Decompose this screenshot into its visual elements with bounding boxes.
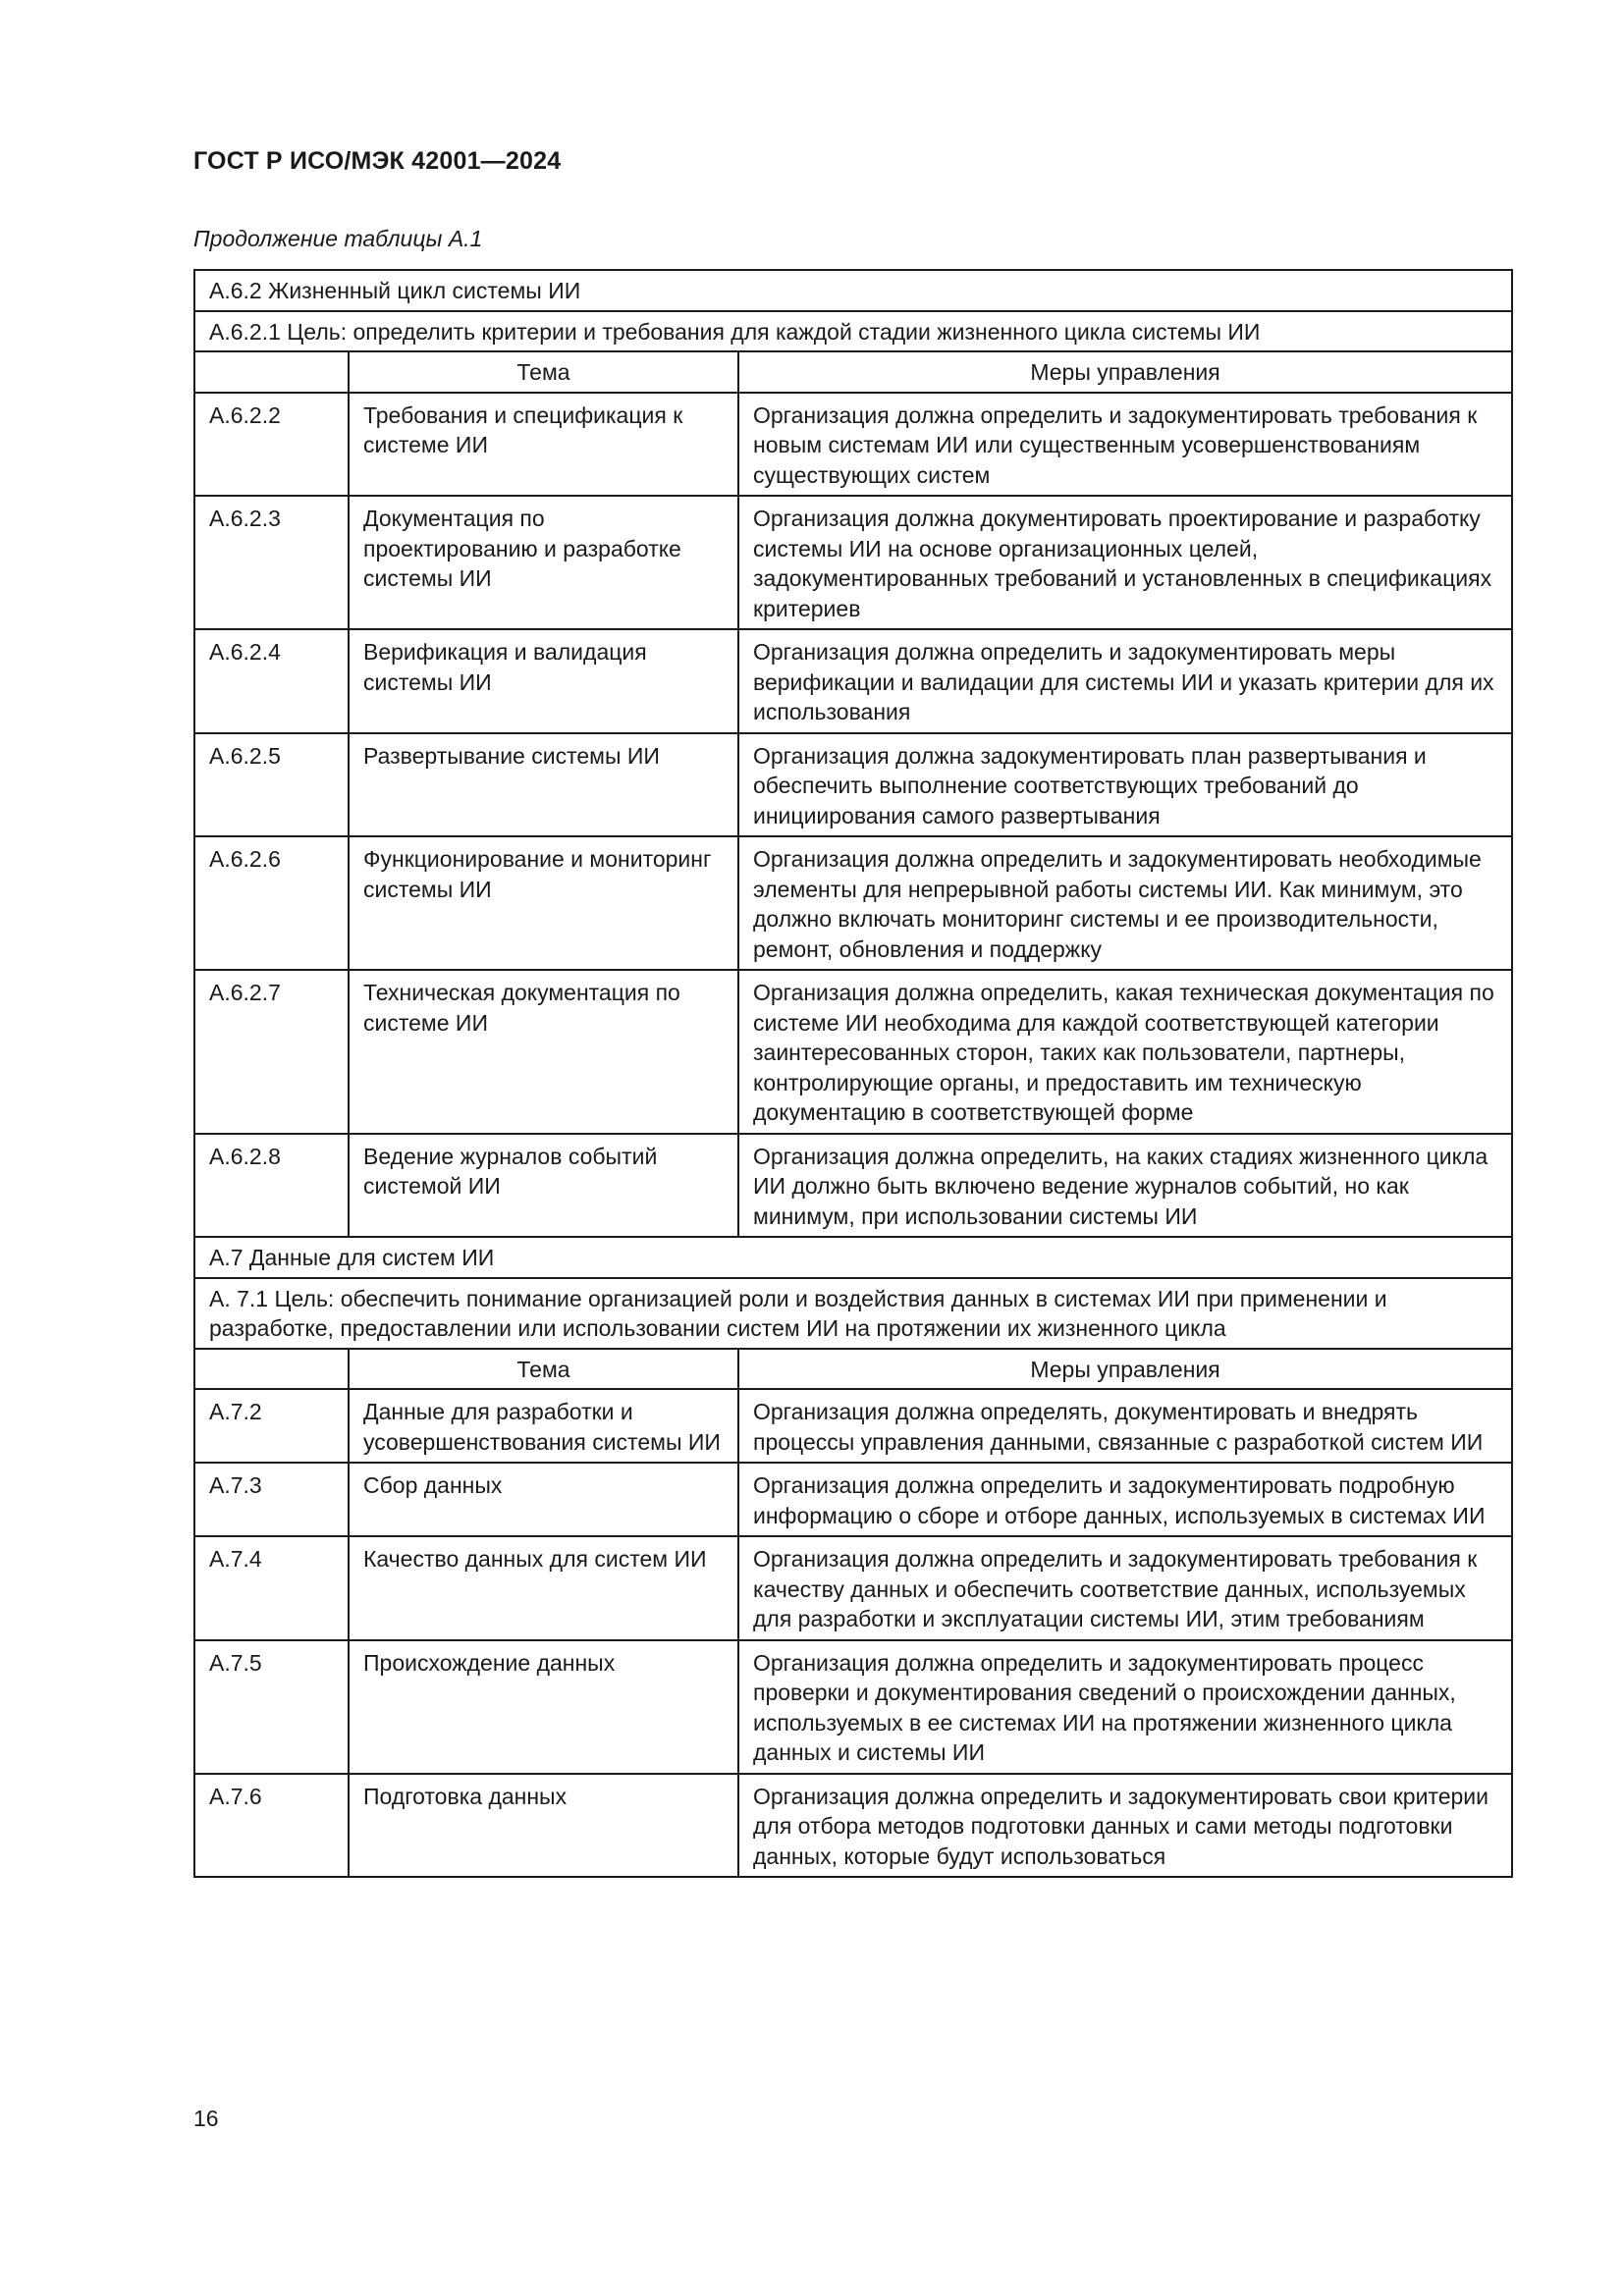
column-header-row xyxy=(194,1349,1512,1390)
table-row xyxy=(194,629,1512,733)
control-topic: Документация по проектированию и разработке системы ИИ xyxy=(349,496,738,629)
control-id: А.7.2 xyxy=(194,1389,349,1463)
control-measure: Организация должна определить и задокументировать необходимые элементы для непрерывной работы системы ИИ. Как минимум, это должно включать мониторинг системы и ее производительности, ремонт, обновления и поддержку xyxy=(738,836,1512,970)
table-row xyxy=(194,393,1512,497)
control-topic: Происхождение данных xyxy=(349,1640,738,1774)
goal-text: А. 7.1 Цель: обеспечить понимание организацией роли и воздействия данных в системах ИИ при применении и разработке, предоставлении или использовании систем ИИ на протяжении их жизненного цикла xyxy=(194,1278,1512,1349)
control-id: А.6.2.5 xyxy=(194,733,349,837)
control-id: А.6.2.7 xyxy=(194,970,349,1134)
control-topic: Ведение журналов событий системой ИИ xyxy=(349,1134,738,1238)
goal-row xyxy=(194,1278,1512,1349)
table-row xyxy=(194,836,1512,970)
control-topic: Сбор данных xyxy=(349,1463,738,1536)
section-title: А.7 Данные для систем ИИ xyxy=(194,1237,1512,1278)
control-id: А.7.4 xyxy=(194,1536,349,1640)
table-row xyxy=(194,1774,1512,1878)
table-row xyxy=(194,733,1512,837)
control-measure: Организация должна определить и задокументировать свои критерии для отбора методов подготовки данных и сами методы подготовки данных, которые будут использоваться xyxy=(738,1774,1512,1878)
control-topic: Функционирование и мониторинг системы ИИ xyxy=(349,836,738,970)
section-row xyxy=(194,1237,1512,1278)
control-id: А.6.2.2 xyxy=(194,393,349,497)
column-header-measures: Меры управления xyxy=(738,351,1512,393)
control-measure: Организация должна определить и задокументировать подробную информацию о сборе и отборе данных, используемых в системах ИИ xyxy=(738,1463,1512,1536)
control-id: А.6.2.4 xyxy=(194,629,349,733)
control-id: А.6.2.3 xyxy=(194,496,349,629)
column-header-blank xyxy=(194,1349,349,1390)
control-id: А.7.5 xyxy=(194,1640,349,1774)
control-topic: Верификация и валидация системы ИИ xyxy=(349,629,738,733)
control-id: А.6.2.8 xyxy=(194,1134,349,1238)
control-measure: Организация должна определить и задокументировать требования к новым системам ИИ или существенным усовершенствованиям существующих систем xyxy=(738,393,1512,497)
section-row xyxy=(194,270,1512,311)
table-row xyxy=(194,1134,1512,1238)
column-header-blank xyxy=(194,351,349,393)
table-row xyxy=(194,1389,1512,1463)
control-topic: Развертывание системы ИИ xyxy=(349,733,738,837)
control-measure: Организация должна определить, какая техническая документация по системе ИИ необходима для каждой соответствующей категории заинтересованных сторон, таких как пользователи, партнеры, контролирующие органы, и предоставить им техническую документацию в соответствующей форме xyxy=(738,970,1512,1134)
control-topic: Данные для разработки и усовершенствования системы ИИ xyxy=(349,1389,738,1463)
column-header-measures: Меры управления xyxy=(738,1349,1512,1390)
table-row xyxy=(194,970,1512,1134)
page-number: 16 xyxy=(193,2106,219,2131)
table-row xyxy=(194,1536,1512,1640)
control-measure: Организация должна документировать проектирование и разработку системы ИИ на основе организационных целей, задокументированных требований и установленных в спецификациях критериев xyxy=(738,496,1512,629)
control-id: А.7.3 xyxy=(194,1463,349,1536)
table-row xyxy=(194,496,1512,629)
control-topic: Качество данных для систем ИИ xyxy=(349,1536,738,1640)
control-measure: Организация должна определить, на каких стадиях жизненного цикла ИИ должно быть включено ведение журналов событий, но как минимум, при использовании системы ИИ xyxy=(738,1134,1512,1238)
control-measure: Организация должна задокументировать план развертывания и обеспечить выполнение соответствующих требований до инициирования самого развертывания xyxy=(738,733,1512,837)
control-topic: Техническая документация по системе ИИ xyxy=(349,970,738,1134)
control-measure: Организация должна определить и задокументировать меры верификации и валидации для системы ИИ и указать критерии для их использования xyxy=(738,629,1512,733)
goal-text: А.6.2.1 Цель: определить критерии и требования для каждой стадии жизненного цикла системы ИИ xyxy=(194,311,1512,352)
control-id: А.7.6 xyxy=(194,1774,349,1878)
controls-table xyxy=(193,269,1513,1878)
table-caption: Продолжение таблицы А.1 xyxy=(193,226,483,251)
column-header-row xyxy=(194,351,1512,393)
table-row xyxy=(194,1463,1512,1536)
goal-row xyxy=(194,311,1512,352)
control-id: А.6.2.6 xyxy=(194,836,349,970)
column-header-topic: Тема xyxy=(349,351,738,393)
table-row xyxy=(194,1640,1512,1774)
control-measure: Организация должна определить и задокументировать процесс проверки и документирования сведений о происхождении данных, используемых в ее системах ИИ на протяжении жизненного цикла данных и системы ИИ xyxy=(738,1640,1512,1774)
control-measure: Организация должна определить и задокументировать требования к качеству данных и обеспечить соответствие данных, используемых для разработки и эксплуатации системы ИИ, этим требованиям xyxy=(738,1536,1512,1640)
control-topic: Требования и спецификация к системе ИИ xyxy=(349,393,738,497)
control-measure: Организация должна определять, документировать и внедрять процессы управления данными, связанные с разработкой систем ИИ xyxy=(738,1389,1512,1463)
document-header: ГОСТ Р ИСО/МЭК 42001—2024 xyxy=(193,147,562,175)
column-header-topic: Тема xyxy=(349,1349,738,1390)
section-title: А.6.2 Жизненный цикл системы ИИ xyxy=(194,270,1512,311)
control-topic: Подготовка данных xyxy=(349,1774,738,1878)
